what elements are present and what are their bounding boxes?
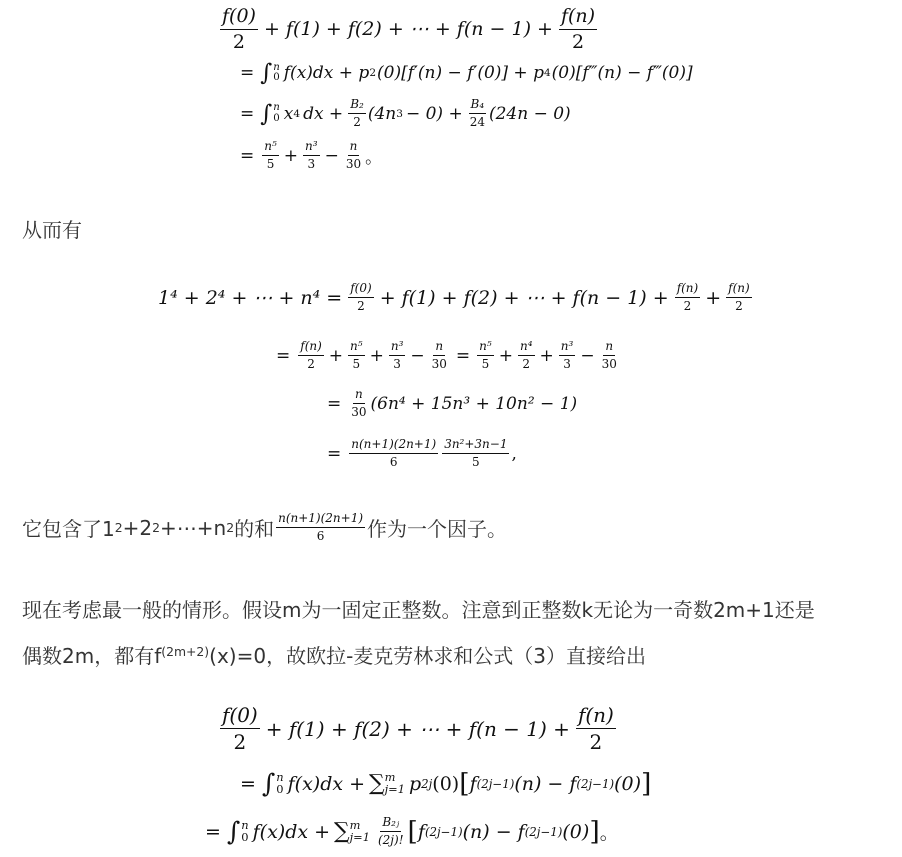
- lower-limit: j=1: [349, 829, 370, 844]
- open-bracket: [: [407, 816, 418, 848]
- denominator: 2: [307, 357, 315, 372]
- integral-icon: ∫: [226, 816, 241, 847]
- text-segment: +2: [122, 515, 153, 540]
- equals-sign: =: [240, 772, 256, 795]
- denominator: 2: [357, 299, 365, 314]
- integral-icon: ∫: [260, 100, 273, 127]
- numerator: n: [603, 340, 615, 356]
- denominator: 2: [735, 299, 743, 314]
- denominator: 2: [353, 115, 361, 130]
- numerator: n³: [303, 140, 320, 156]
- plus-sign: +: [328, 345, 344, 366]
- block3-line2: = ∫ n 0 f(x)dx + ∑ m j=1 p 2j (0) [ f (2j−1) (n) − f (2j−1) (0) ]: [240, 768, 652, 799]
- expression: (n) − f: [462, 820, 525, 843]
- expression: + f(1) + f(2) + ⋯ + f(n − 1) +: [379, 286, 669, 309]
- fraction: [430, 340, 449, 371]
- expression: (4n: [367, 103, 397, 124]
- denominator: 6: [389, 455, 398, 470]
- fraction: [303, 140, 320, 171]
- block2-line1: [158, 282, 754, 313]
- numerator: n⁵: [477, 340, 494, 356]
- numerator: f(0): [222, 703, 258, 727]
- denominator: 2: [232, 30, 246, 53]
- numerator: f(0): [348, 282, 373, 298]
- equals-sign: =: [240, 63, 255, 83]
- expression: x: [283, 103, 294, 124]
- block3-line1: [218, 704, 618, 753]
- numerator: n: [348, 140, 360, 156]
- denominator: 6: [316, 529, 325, 544]
- summation-icon: ∑: [334, 819, 350, 845]
- expression: (6n⁴ + 15n³ + 10n² − 1): [370, 393, 578, 414]
- block1-line3: = ∫ n 0 x 4 dx + $\frac{\text{B₂}}{2}$ (4n 3 − 0) + $\frac{\text{B₄}}{24}$ (24n − 0): [240, 97, 571, 130]
- comma: ,: [511, 443, 517, 464]
- upper-limit: m: [384, 770, 396, 785]
- text-segment: +⋯+n: [160, 515, 227, 540]
- fraction: [468, 98, 487, 129]
- numerator: n(n+1)(2n+1): [276, 512, 365, 528]
- upper-limit: m: [349, 818, 361, 833]
- period: 。: [599, 822, 619, 845]
- summation-limits: [350, 820, 370, 843]
- summation-icon: ∑: [369, 771, 385, 796]
- numerator: f(n): [577, 703, 614, 727]
- denominator: 3: [563, 357, 571, 372]
- fraction: [349, 438, 438, 469]
- text-segment: 它包含了1: [22, 517, 115, 542]
- fraction: [298, 340, 324, 371]
- upper-limit: n: [273, 61, 280, 73]
- text-segment: (x)=0，故欧拉-麦克劳林求和公式（3）直接给出: [209, 644, 647, 668]
- denominator: 3: [393, 357, 401, 372]
- fraction: [576, 704, 616, 753]
- fraction: [442, 438, 509, 469]
- lower-limit: j=1: [384, 781, 405, 796]
- numerator: B₄: [469, 98, 487, 114]
- numerator: B₂ⱼ: [380, 816, 401, 832]
- denominator: 30: [345, 157, 362, 172]
- numerator: f(0): [220, 6, 258, 30]
- fraction: [389, 340, 406, 371]
- fraction: [348, 340, 365, 371]
- period: 。: [365, 148, 383, 169]
- denominator: 24: [469, 115, 485, 130]
- numerator: f(n): [726, 282, 752, 298]
- equals-sign: =: [240, 103, 255, 124]
- fraction: [518, 340, 535, 371]
- expression: − 0) +: [405, 103, 463, 124]
- fraction: [376, 816, 406, 847]
- denominator: 3: [307, 157, 316, 172]
- denominator: 2: [233, 730, 247, 754]
- expression: f: [417, 820, 425, 843]
- close-bracket: ]: [589, 816, 600, 848]
- paragraph-text: 现在考虑最一般的情形。假设m为一固定正整数。注意到正整数k无论为一奇数2m+1还是: [22, 598, 815, 622]
- integral-icon: ∫: [261, 768, 276, 799]
- fraction: [220, 6, 258, 53]
- equals-sign: =: [205, 820, 221, 843]
- numerator: f(n): [559, 6, 597, 30]
- numerator: n: [353, 388, 365, 404]
- fraction: [559, 340, 576, 371]
- superscript: (2m+2): [161, 644, 210, 660]
- block2-line2: [276, 340, 621, 371]
- equals-sign: =: [276, 345, 291, 366]
- denominator: 30: [601, 357, 617, 372]
- block1-line1: [218, 6, 599, 53]
- expression: dx +: [303, 103, 344, 124]
- upper-limit: n: [276, 770, 284, 785]
- denominator: 30: [431, 357, 447, 372]
- fraction: [559, 6, 597, 53]
- expression: f(x)dx +: [252, 820, 331, 843]
- fraction: [349, 388, 368, 419]
- denominator: 5: [481, 357, 490, 372]
- numerator: f(n): [675, 282, 701, 298]
- text-segment: 的和: [234, 517, 275, 542]
- expression: (0): [432, 772, 460, 795]
- expression: (0)[f′(n) − f′(0)] + p: [377, 63, 544, 83]
- close-bracket: ]: [641, 768, 652, 799]
- expression: f(x)dx +: [287, 772, 366, 795]
- expression: (0): [614, 772, 641, 795]
- text-segment: 偶数2m，都有f: [22, 644, 162, 668]
- fraction: [675, 282, 701, 313]
- open-bracket: [: [459, 768, 470, 799]
- block2-line3: [327, 388, 577, 419]
- numerator: n⁴: [518, 340, 535, 356]
- fraction: [220, 704, 260, 753]
- plus-sign: +: [369, 345, 384, 366]
- lower-limit: 0: [273, 112, 280, 124]
- denominator: 2: [683, 299, 692, 314]
- upper-limit: n: [241, 818, 249, 833]
- lower-limit: 0: [273, 72, 280, 83]
- minus-sign: −: [580, 345, 595, 366]
- integral-limits: [273, 103, 280, 123]
- upper-limit: n: [273, 102, 280, 114]
- numerator: n³: [389, 340, 406, 356]
- denominator: 5: [472, 455, 480, 470]
- equals-sign: =: [327, 443, 342, 464]
- block2-line4: [327, 438, 517, 469]
- equals-sign: =: [240, 145, 255, 166]
- paragraph-text: [22, 640, 646, 669]
- denominator: 2: [522, 357, 531, 372]
- expression: (0): [562, 820, 590, 843]
- fraction: [348, 98, 366, 129]
- lower-limit: 0: [276, 781, 284, 796]
- numerator: f(n): [298, 340, 324, 356]
- numerator: n³: [559, 340, 576, 356]
- paragraph-text: 它包含了1 2 +2 2 +⋯+n 2 的和 $\frac{n(n+1)(2n+1)}{6}$ 作为一个因子。: [22, 511, 508, 544]
- expression: (n) − f: [514, 772, 577, 795]
- fraction: [348, 282, 373, 313]
- fraction: [477, 340, 494, 371]
- expression: (24n − 0): [488, 103, 571, 124]
- equals-sign: =: [455, 345, 471, 366]
- block1-line2: = ∫ n 0 f(x)dx + p 2 (0)[f′(n) − f′(0)] + p 4 (0)[f‴(n) − f‴(0)]: [240, 60, 693, 86]
- fraction: [600, 340, 619, 371]
- expression: + f(1) + f(2) + ⋯ + f(n − 1) +: [265, 716, 570, 741]
- numerator: 3n²+3n−1: [442, 438, 509, 454]
- denominator: 5: [352, 357, 361, 372]
- integral-icon: ∫: [260, 60, 273, 86]
- minus-sign: −: [324, 145, 339, 166]
- denominator: 2: [589, 730, 603, 754]
- numerator: n(n+1)(2n+1): [349, 438, 438, 454]
- denominator: 2: [571, 30, 585, 53]
- plus-sign: +: [498, 345, 513, 366]
- integral-limits: [276, 772, 283, 795]
- plus-sign: +: [705, 286, 722, 309]
- expression: + f(1) + f(2) + ⋯ + f(n − 1) +: [263, 18, 553, 41]
- fraction: [262, 140, 279, 171]
- lower-limit: 0: [241, 829, 249, 844]
- block3-line3: = ∫ n 0 f(x)dx + ∑ m j=1 $\frac{\text{B₂ⱼ}}{(2j)!}$ [ f (2j−1) (n) − f (2j−1) (0) ] 。: [205, 815, 619, 848]
- fraction: [276, 512, 365, 543]
- expression: f: [469, 772, 477, 795]
- summation-limits: [385, 772, 405, 795]
- minus-sign: −: [410, 345, 425, 366]
- expression: (0)[f‴(n) − f‴(0)]: [551, 63, 693, 83]
- integral-limits: [241, 820, 248, 843]
- equals-sign: =: [327, 393, 342, 414]
- denominator: (2j)!: [377, 833, 404, 848]
- expression: 1⁴ + 2⁴ + ⋯ + n⁴ =: [158, 286, 343, 309]
- numerator: B₂: [348, 98, 366, 114]
- text-segment: 作为一个因子。: [367, 517, 508, 542]
- paragraph-text: 从而有: [22, 218, 82, 242]
- expression: f(x)dx + p: [283, 63, 370, 83]
- fraction: [726, 282, 752, 313]
- denominator: 30: [351, 405, 367, 420]
- numerator: n⁵: [262, 140, 279, 156]
- integral-limits: [273, 63, 280, 83]
- fraction: [344, 140, 363, 171]
- numerator: n⁵: [348, 340, 365, 356]
- denominator: 5: [266, 157, 275, 172]
- plus-sign: +: [539, 345, 554, 366]
- expression: p: [408, 772, 422, 795]
- plus-sign: +: [283, 145, 299, 166]
- numerator: n: [433, 340, 445, 356]
- block1-line4: [240, 140, 382, 171]
